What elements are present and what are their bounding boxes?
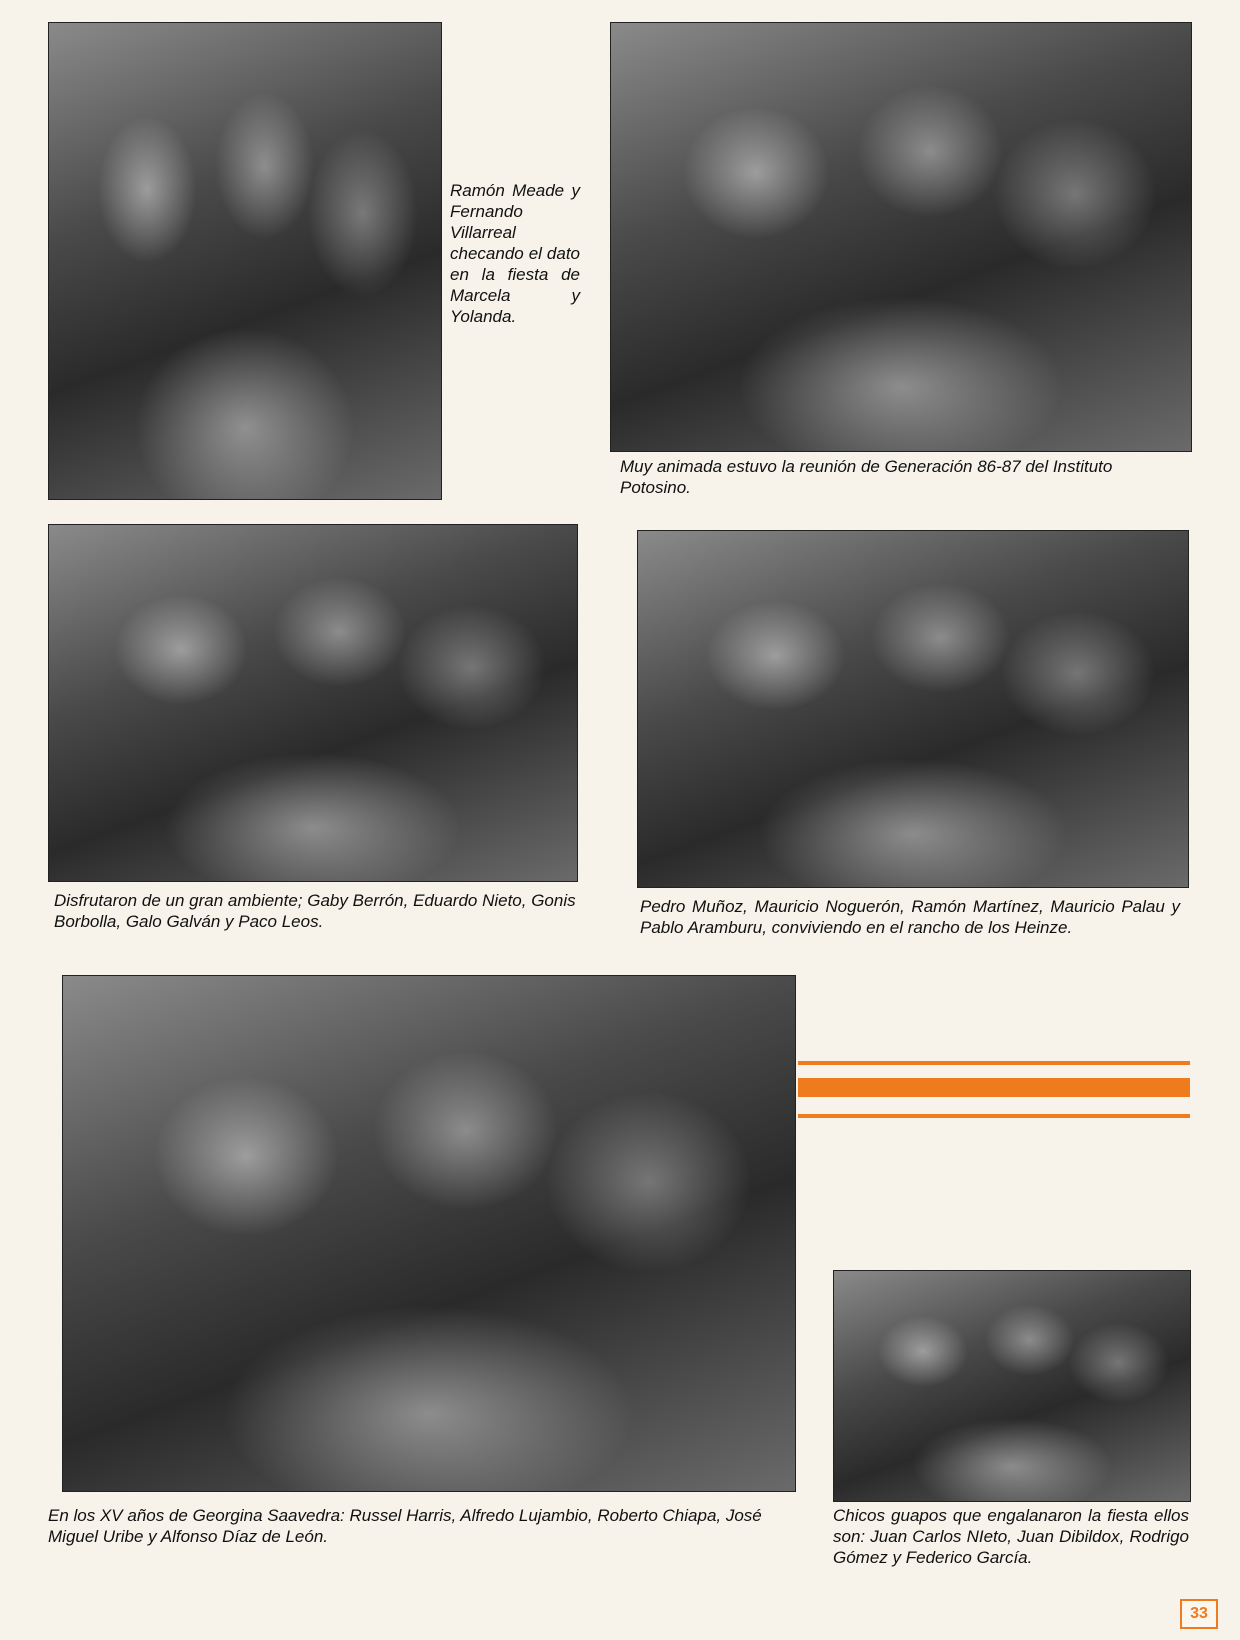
photo-meade-villarreal [48,22,442,500]
orange-stripe-top [798,1061,1190,1065]
photo-chicos-guapos [833,1270,1191,1502]
caption-rancho-heinze: Pedro Muñoz, Mauricio Noguerón, Ramón Martínez, Mauricio Palau y Pablo Aramburu, conviviendo en el rancho de los Heinze. [640,897,1180,937]
caption-meade-villarreal: Ramón Meade y Fernando Villarreal checando el dato en la fiesta de Marcela y Yolanda. [450,181,580,326]
photo-gran-ambiente [48,524,578,882]
page-number: 33 [1180,1599,1218,1629]
photo-xv-anos-saavedra [62,975,796,1492]
caption-generacion-86-87: Muy animada estuvo la reunión de Generación 86-87 del Instituto Potosino. [620,457,1113,497]
photo-rancho-heinze [637,530,1189,888]
orange-stripe-bar [798,1078,1190,1097]
caption-gran-ambiente: Disfrutaron de un gran ambiente; Gaby Berrón, Eduardo Nieto, Gonis Borbolla, Galo Galván y Paco Leos. [54,891,576,931]
orange-stripe-bottom [798,1114,1190,1118]
caption-chicos-guapos: Chicos guapos que engalanaron la fiesta ellos son: Juan Carlos NIeto, Juan Dibildox, Rodrigo Gómez y Federico García. [833,1506,1189,1567]
photo-generacion-86-87 [610,22,1192,452]
caption-xv-anos-saavedra: En los XV años de Georgina Saavedra: Russel Harris, Alfredo Lujambio, Roberto Chiapa, José Miguel Uribe y Alfonso Díaz de León. [48,1506,762,1546]
